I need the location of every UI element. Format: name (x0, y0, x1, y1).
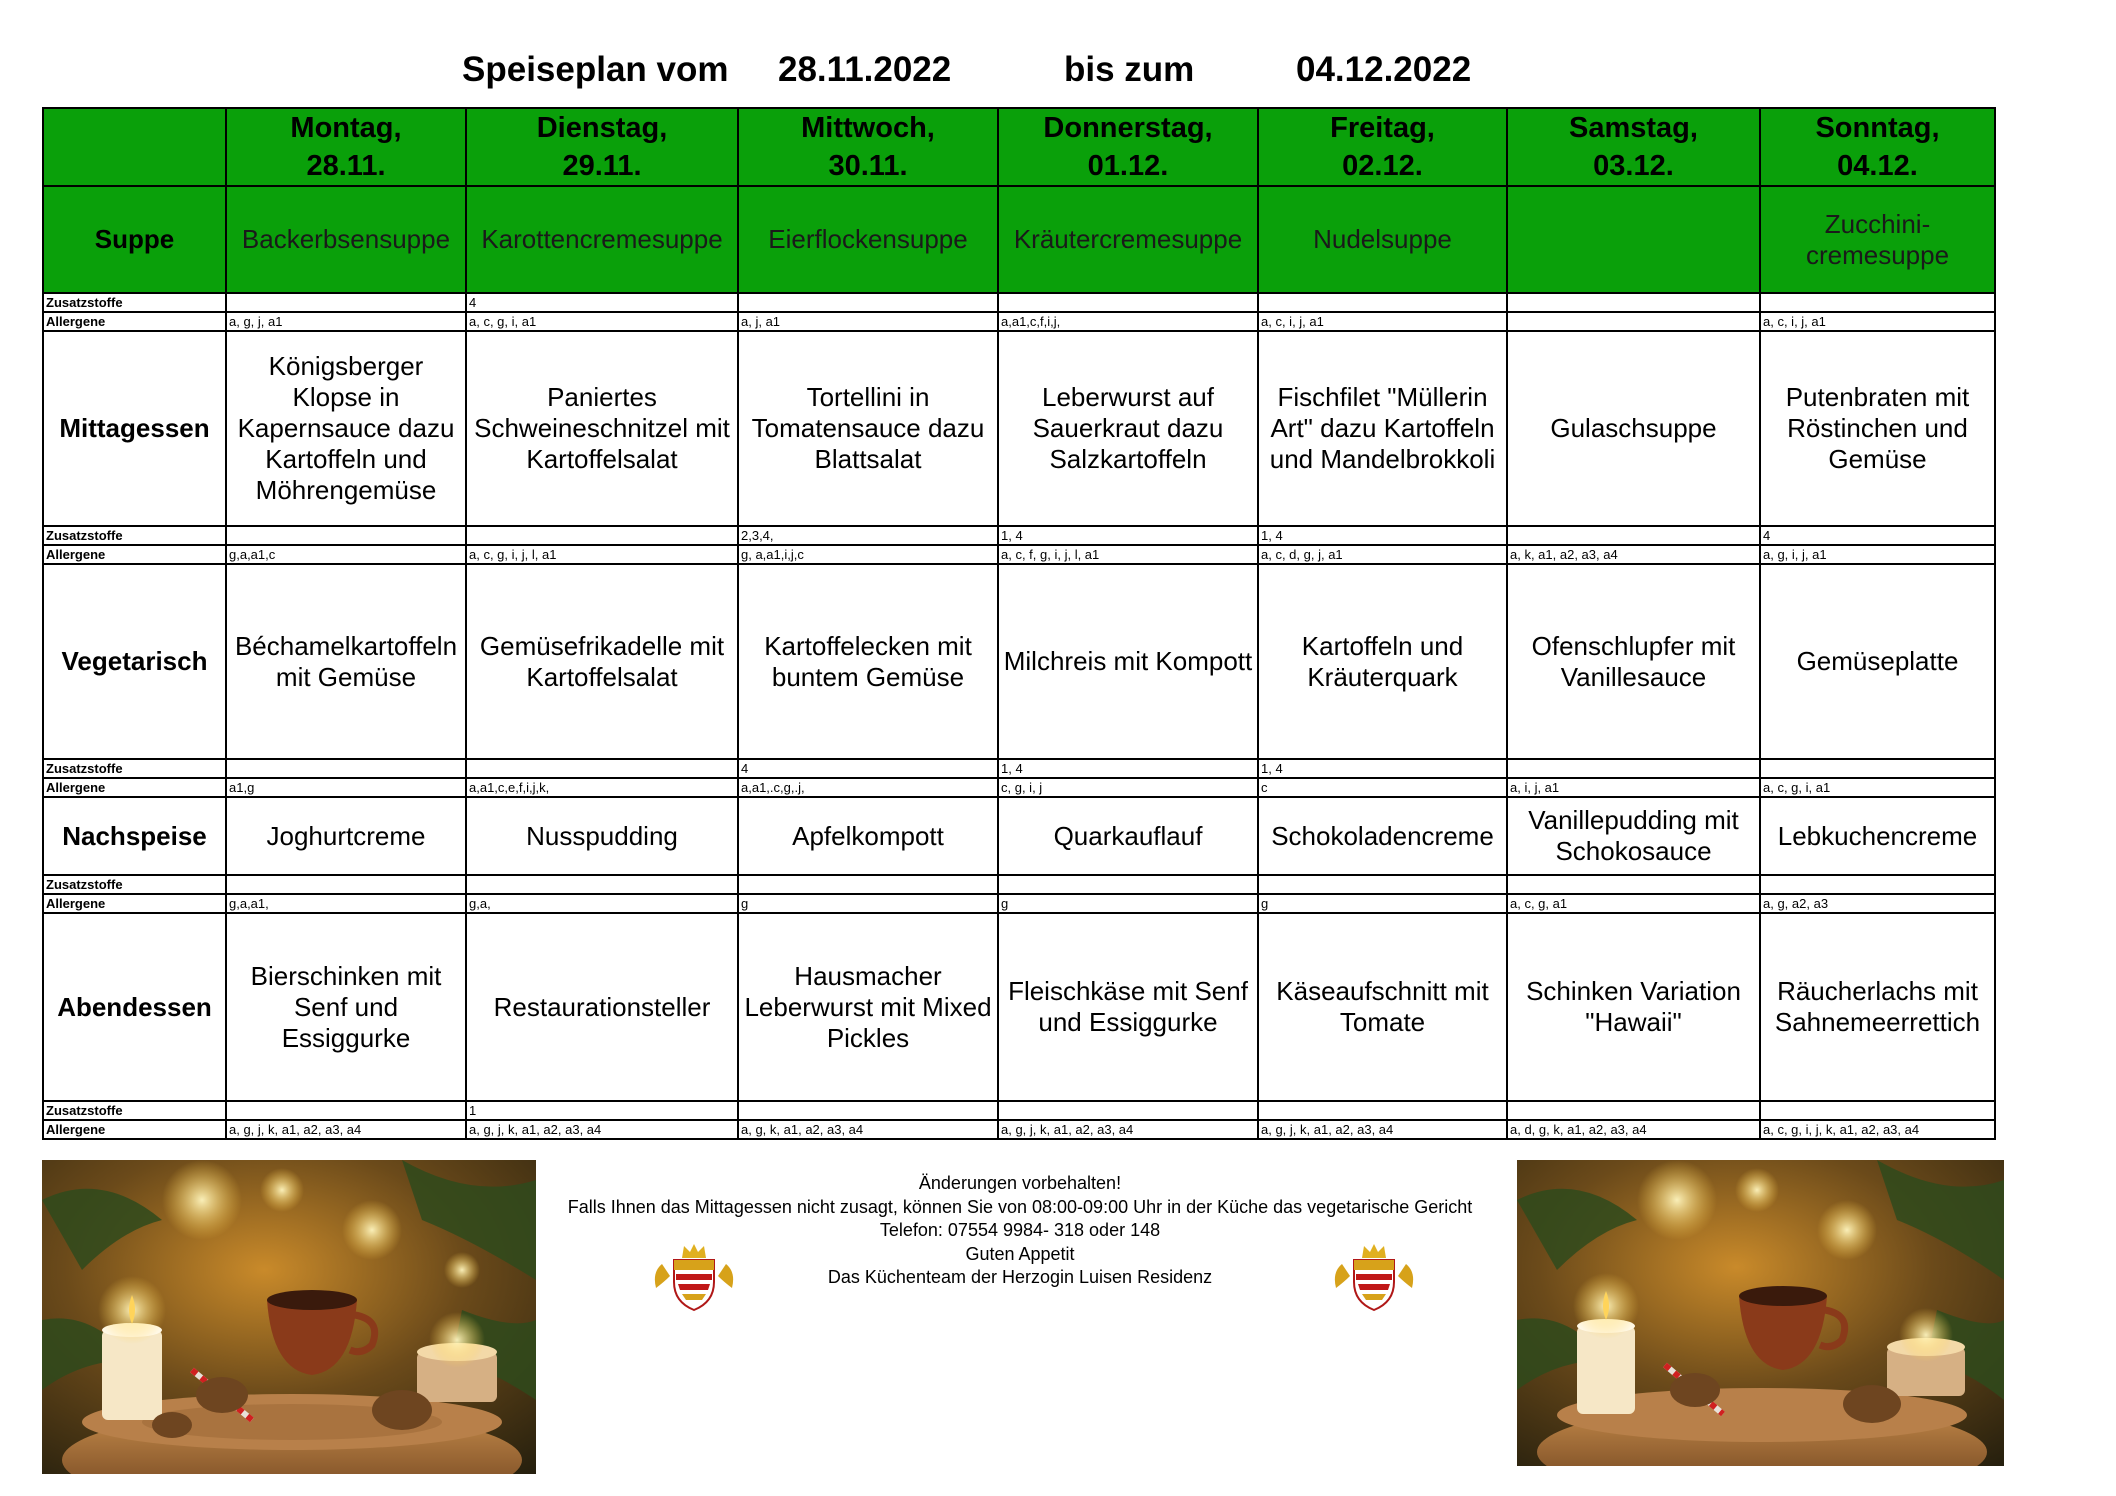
page-title (0, 42, 2116, 98)
dish-cell: Milchreis mit Kompott (998, 564, 1258, 759)
day-header (738, 108, 998, 186)
allergene-cell: a, j, a1 (738, 312, 998, 331)
zusatzstoffe-cell (466, 875, 738, 894)
zusatzstoffe-cell (1760, 875, 1995, 894)
day-date: 03.12. (1593, 150, 1674, 182)
zusatzstoffe-cell (998, 1101, 1258, 1120)
section-row (43, 913, 1995, 1101)
dish-cell: Nudelsuppe (1258, 186, 1507, 293)
day-header (1258, 108, 1507, 186)
allergene-cell: a, c, g, i, a1 (466, 312, 738, 331)
zusatzstoffe-cell (226, 1101, 466, 1120)
title-middle: bis zum (1064, 50, 1195, 89)
section-label: Abendessen (43, 913, 226, 1101)
zusatzstoffe-cell (1258, 1101, 1507, 1120)
zusatzstoffe-cell: 1, 4 (1258, 526, 1507, 545)
dish-cell (1507, 186, 1760, 293)
dish-cell: Lebkuchencreme (1760, 797, 1995, 875)
allergene-cell: a, g, k, a1, a2, a3, a4 (738, 1120, 998, 1139)
allergene-cell: g (1258, 894, 1507, 913)
zusatzstoffe-cell (226, 875, 466, 894)
zusatzstoffe-row (43, 293, 1995, 312)
zusatzstoffe-label: Zusatzstoffe (43, 1101, 226, 1120)
christmas-tea-candles-photo-icon (42, 1160, 536, 1474)
dish-cell: Paniertes Schweineschnitzel mit Kartoffelsalat (466, 331, 738, 526)
allergene-cell: a, g, j, k, a1, a2, a3, a4 (998, 1120, 1258, 1139)
zusatzstoffe-cell: 4 (1760, 526, 1995, 545)
dish-cell: Käseaufschnitt mit Tomate (1258, 913, 1507, 1101)
day-name: Sonntag, (1815, 112, 1940, 144)
allergene-cell: a, g, j, a1 (226, 312, 466, 331)
dish-cell: Gemüseplatte (1760, 564, 1995, 759)
allergene-cell: a, g, j, k, a1, a2, a3, a4 (226, 1120, 466, 1139)
zusatzstoffe-cell: 2,3,4, (738, 526, 998, 545)
zusatzstoffe-cell (1507, 293, 1760, 312)
day-date: 02.12. (1342, 150, 1423, 182)
allergene-label: Allergene (43, 778, 226, 797)
allergene-cell: g (998, 894, 1258, 913)
section-label: Mittagessen (43, 331, 226, 526)
dish-cell: Zucchini- cremesuppe (1760, 186, 1995, 293)
dish-cell: Quarkauflauf (998, 797, 1258, 875)
day-name: Mittwoch, (801, 112, 935, 144)
allergene-cell: c (1258, 778, 1507, 797)
zusatzstoffe-row (43, 526, 1995, 545)
dish-cell: Putenbraten mit Röstinchen und Gemüse (1760, 331, 1995, 526)
corner-cell (43, 108, 226, 186)
allergene-cell: g, a,a1,i,j,c (738, 545, 998, 564)
day-header-row (43, 108, 1995, 186)
zusatzstoffe-cell (998, 875, 1258, 894)
day-name: Donnerstag, (1043, 112, 1213, 144)
allergene-cell: a, c, i, j, a1 (1258, 312, 1507, 331)
day-name: Dienstag, (536, 112, 668, 144)
footer-line: Falls Ihnen das Mittagessen nicht zusagt, können Sie von 08:00-09:00 Uhr in der Küche das vegetarische Gericht (567, 1196, 1473, 1217)
zusatzstoffe-cell: 4 (738, 759, 998, 778)
dish-cell: Kartoffeln und Kräuterquark (1258, 564, 1507, 759)
dish-cell: Kräutercremesuppe (998, 186, 1258, 293)
allergene-row (43, 778, 1995, 797)
allergene-cell: a, c, d, g, j, a1 (1258, 545, 1507, 564)
dish-cell: Karottencremesuppe (466, 186, 738, 293)
zusatzstoffe-cell (1507, 526, 1760, 545)
allergene-label: Allergene (43, 1120, 226, 1139)
zusatzstoffe-cell (226, 526, 466, 545)
allergene-cell: a,a1,c,e,f,i,j,k, (466, 778, 738, 797)
allergene-cell: a, k, a1, a2, a3, a4 (1507, 545, 1760, 564)
section-row (43, 331, 1995, 526)
dish-cell: Schinken Variation "Hawaii" (1507, 913, 1760, 1101)
day-name: Montag, (290, 112, 402, 144)
zusatzstoffe-cell (738, 293, 998, 312)
allergene-cell: a, c, i, j, a1 (1760, 312, 1995, 331)
zusatzstoffe-label: Zusatzstoffe (43, 293, 226, 312)
allergene-cell: a, c, g, a1 (1507, 894, 1760, 913)
dish-cell: Schokoladencreme (1258, 797, 1507, 875)
zusatzstoffe-label: Zusatzstoffe (43, 526, 226, 545)
title-date-from: 28.11.2022 (778, 50, 952, 89)
allergene-cell: a1,g (226, 778, 466, 797)
zusatzstoffe-cell (1507, 759, 1760, 778)
section-label: Nachspeise (43, 797, 226, 875)
zusatzstoffe-row (43, 875, 1995, 894)
zusatzstoffe-cell (1760, 759, 1995, 778)
menu-table (42, 107, 1996, 1140)
allergene-cell: a, g, j, k, a1, a2, a3, a4 (466, 1120, 738, 1139)
day-date: 28.11. (306, 150, 386, 182)
allergene-cell: g,a,a1,c (226, 545, 466, 564)
christmas-photo-left (42, 1160, 536, 1474)
section-row (43, 797, 1995, 875)
day-header (998, 108, 1258, 186)
footer-notes (530, 1172, 1510, 1290)
zusatzstoffe-cell (1760, 1101, 1995, 1120)
allergene-row (43, 1120, 1995, 1139)
zusatzstoffe-row (43, 1101, 1995, 1120)
title-label: Speiseplan vom (462, 50, 729, 89)
dish-cell: Béchamelkartoffeln mit Gemüse (226, 564, 466, 759)
dish-cell: Joghurtcreme (226, 797, 466, 875)
dish-cell: Vanillepudding mit Schokosauce (1507, 797, 1760, 875)
allergene-cell (1507, 312, 1760, 331)
zusatzstoffe-label: Zusatzstoffe (43, 875, 226, 894)
day-name: Freitag, (1330, 112, 1435, 144)
zusatzstoffe-cell (1760, 293, 1995, 312)
allergene-row (43, 312, 1995, 331)
allergene-cell: a, c, g, i, j, k, a1, a2, a3, a4 (1760, 1120, 1995, 1139)
allergene-cell: g,a,a1, (226, 894, 466, 913)
allergene-label: Allergene (43, 312, 226, 331)
dish-cell: Gulaschsuppe (1507, 331, 1760, 526)
zusatzstoffe-cell (466, 759, 738, 778)
dish-cell: Apfelkompott (738, 797, 998, 875)
dish-cell: Nusspudding (466, 797, 738, 875)
dish-cell: Räucherlachs mit Sahnemeerrettich (1760, 913, 1995, 1101)
zusatzstoffe-cell (1258, 293, 1507, 312)
allergene-cell: g,a, (466, 894, 738, 913)
zusatzstoffe-cell (738, 1101, 998, 1120)
section-row (43, 564, 1995, 759)
dish-cell: Kartoffelecken mit buntem Gemüse (738, 564, 998, 759)
zusatzstoffe-cell (1258, 875, 1507, 894)
zusatzstoffe-cell (226, 759, 466, 778)
dish-cell: Fleischkäse mit Senf und Essiggurke (998, 913, 1258, 1101)
section-label: Suppe (43, 186, 226, 293)
allergene-cell: a, g, i, j, a1 (1760, 545, 1995, 564)
zusatzstoffe-cell (466, 526, 738, 545)
zusatzstoffe-cell (226, 293, 466, 312)
allergene-cell: a,a1,c,f,i,j, (998, 312, 1258, 331)
day-date: 29.11. (562, 150, 642, 182)
allergene-cell: a, i, j, a1 (1507, 778, 1760, 797)
zusatzstoffe-label: Zusatzstoffe (43, 759, 226, 778)
zusatzstoffe-cell (1507, 1101, 1760, 1120)
day-date: 04.12. (1837, 150, 1918, 182)
day-date: 30.11. (828, 150, 908, 182)
title-date-to: 04.12.2022 (1296, 50, 1472, 89)
allergene-cell: a, c, g, i, a1 (1760, 778, 1995, 797)
day-header (226, 108, 466, 186)
dish-cell: Backerbsensuppe (226, 186, 466, 293)
allergene-cell: c, g, i, j (998, 778, 1258, 797)
zusatzstoffe-cell (998, 293, 1258, 312)
day-header (1760, 108, 1995, 186)
zusatzstoffe-cell: 1, 4 (1258, 759, 1507, 778)
day-name: Samstag, (1569, 112, 1698, 144)
allergene-cell: g (738, 894, 998, 913)
footer-line: Guten Appetit (965, 1243, 1075, 1264)
zusatzstoffe-cell: 1, 4 (998, 759, 1258, 778)
footer-line: Änderungen vorbehalten! (918, 1173, 1122, 1193)
zusatzstoffe-cell (738, 875, 998, 894)
christmas-tea-candles-photo-icon (1517, 1160, 2004, 1466)
allergene-cell: a, c, f, g, i, j, l, a1 (998, 545, 1258, 564)
zusatzstoffe-cell (1507, 875, 1760, 894)
dish-cell: Restaurationsteller (466, 913, 738, 1101)
section-row (43, 186, 1995, 293)
zusatzstoffe-cell: 4 (466, 293, 738, 312)
allergene-cell: a, c, g, i, j, l, a1 (466, 545, 738, 564)
dish-cell: Königsberger Klopse in Kapernsauce dazu Kartoffeln und Möhrengemüse (226, 331, 466, 526)
dish-cell: Gemüsefrikadelle mit Kartoffelsalat (466, 564, 738, 759)
footer-line: Telefon: 07554 9984- 318 oder 148 (879, 1220, 1161, 1240)
zusatzstoffe-row (43, 759, 1995, 778)
dish-cell: Ofenschlupfer mit Vanillesauce (1507, 564, 1760, 759)
dish-cell: Hausmacher Leberwurst mit Mixed Pickles (738, 913, 998, 1101)
allergene-row (43, 545, 1995, 564)
dish-cell: Fischfilet "Müllerin Art" dazu Kartoffeln und Mandelbrokkoli (1258, 331, 1507, 526)
day-header (1507, 108, 1760, 186)
allergene-label: Allergene (43, 894, 226, 913)
allergene-row (43, 894, 1995, 913)
dish-cell: Eierflockensuppe (738, 186, 998, 293)
allergene-cell: a, g, j, k, a1, a2, a3, a4 (1258, 1120, 1507, 1139)
dish-cell: Bierschinken mit Senf und Essiggurke (226, 913, 466, 1101)
dish-cell: Leberwurst auf Sauerkraut dazu Salzkartoffeln (998, 331, 1258, 526)
allergene-cell: a, g, a2, a3 (1760, 894, 1995, 913)
zusatzstoffe-cell: 1, 4 (998, 526, 1258, 545)
allergene-cell: a,a1,.c,g,.j, (738, 778, 998, 797)
day-header (466, 108, 738, 186)
christmas-photo-right (1517, 1160, 2004, 1466)
zusatzstoffe-cell: 1 (466, 1101, 738, 1120)
section-label: Vegetarisch (43, 564, 226, 759)
allergene-cell: a, d, g, k, a1, a2, a3, a4 (1507, 1120, 1760, 1139)
footer-line: Das Küchenteam der Herzogin Luisen Residenz (827, 1267, 1213, 1287)
day-date: 01.12. (1087, 150, 1169, 182)
dish-cell: Tortellini in Tomatensauce dazu Blattsalat (738, 331, 998, 526)
allergene-label: Allergene (43, 545, 226, 564)
